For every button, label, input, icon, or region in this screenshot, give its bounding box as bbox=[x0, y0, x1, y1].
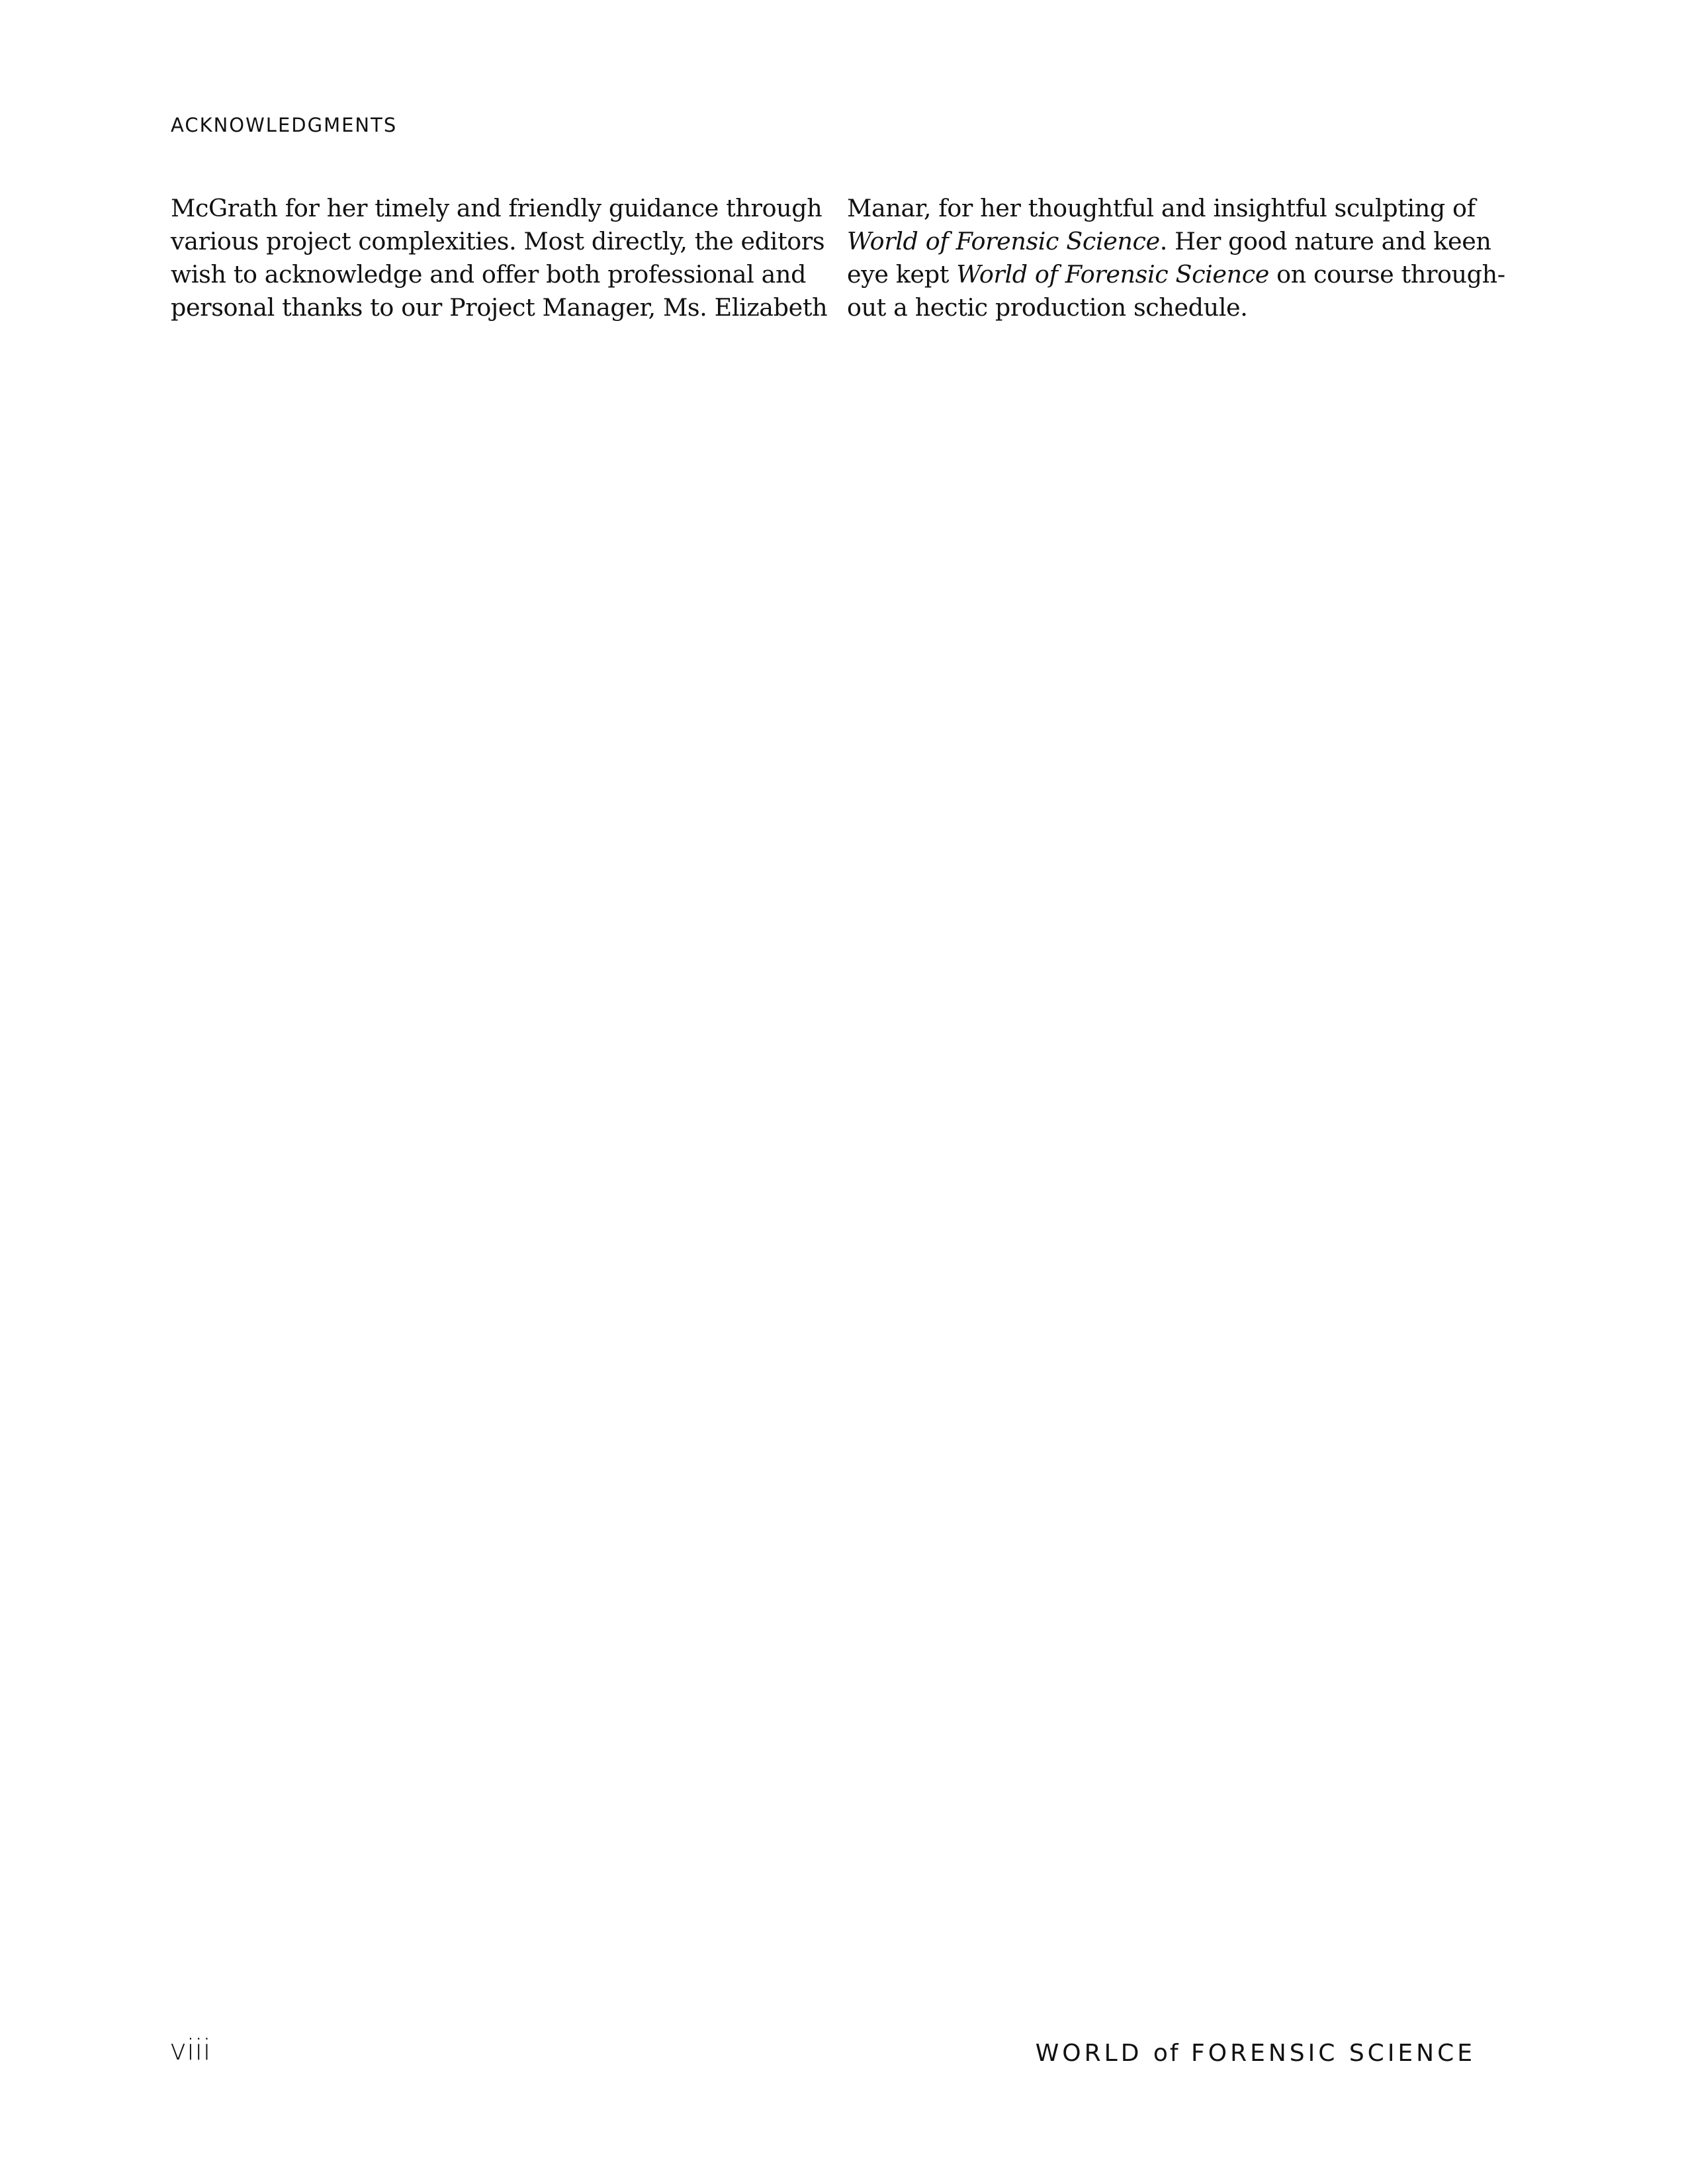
line-text: on course through- bbox=[1268, 260, 1505, 289]
left-column-line: various project complexities. Most directly, the editors bbox=[171, 227, 825, 255]
right-column bbox=[847, 192, 1505, 324]
left-column-line: McGrath for her timely and friendly guidance through bbox=[171, 194, 822, 222]
book-title-italic: World of Forensic Science bbox=[847, 227, 1160, 255]
book-title-word: WORLD bbox=[1035, 2040, 1143, 2067]
book-title-italic: World of Forensic Science bbox=[956, 260, 1269, 289]
page-number: viii bbox=[169, 2033, 211, 2067]
running-head: ACKNOWLEDGMENTS bbox=[171, 114, 398, 136]
right-column-line: out a hectic production schedule. bbox=[847, 293, 1248, 322]
book-title-of: of bbox=[1153, 2040, 1180, 2067]
left-column bbox=[171, 192, 828, 324]
right-column-line: Manar, for her thoughtful and insightful sculpting of bbox=[847, 194, 1476, 222]
book-title-word: FORENSIC SCIENCE bbox=[1191, 2040, 1476, 2067]
right-column-line bbox=[847, 258, 1505, 291]
line-text: eye kept bbox=[847, 260, 957, 289]
left-column-line: wish to acknowledge and offer both professional and bbox=[171, 260, 807, 289]
right-column-line bbox=[847, 225, 1491, 258]
left-column-line: personal thanks to our Project Manager, Ms. Elizabeth bbox=[171, 293, 828, 322]
footer-book-title bbox=[1036, 2040, 1476, 2067]
line-text: . Her good nature and keen bbox=[1159, 227, 1491, 255]
body-text bbox=[171, 192, 1505, 351]
